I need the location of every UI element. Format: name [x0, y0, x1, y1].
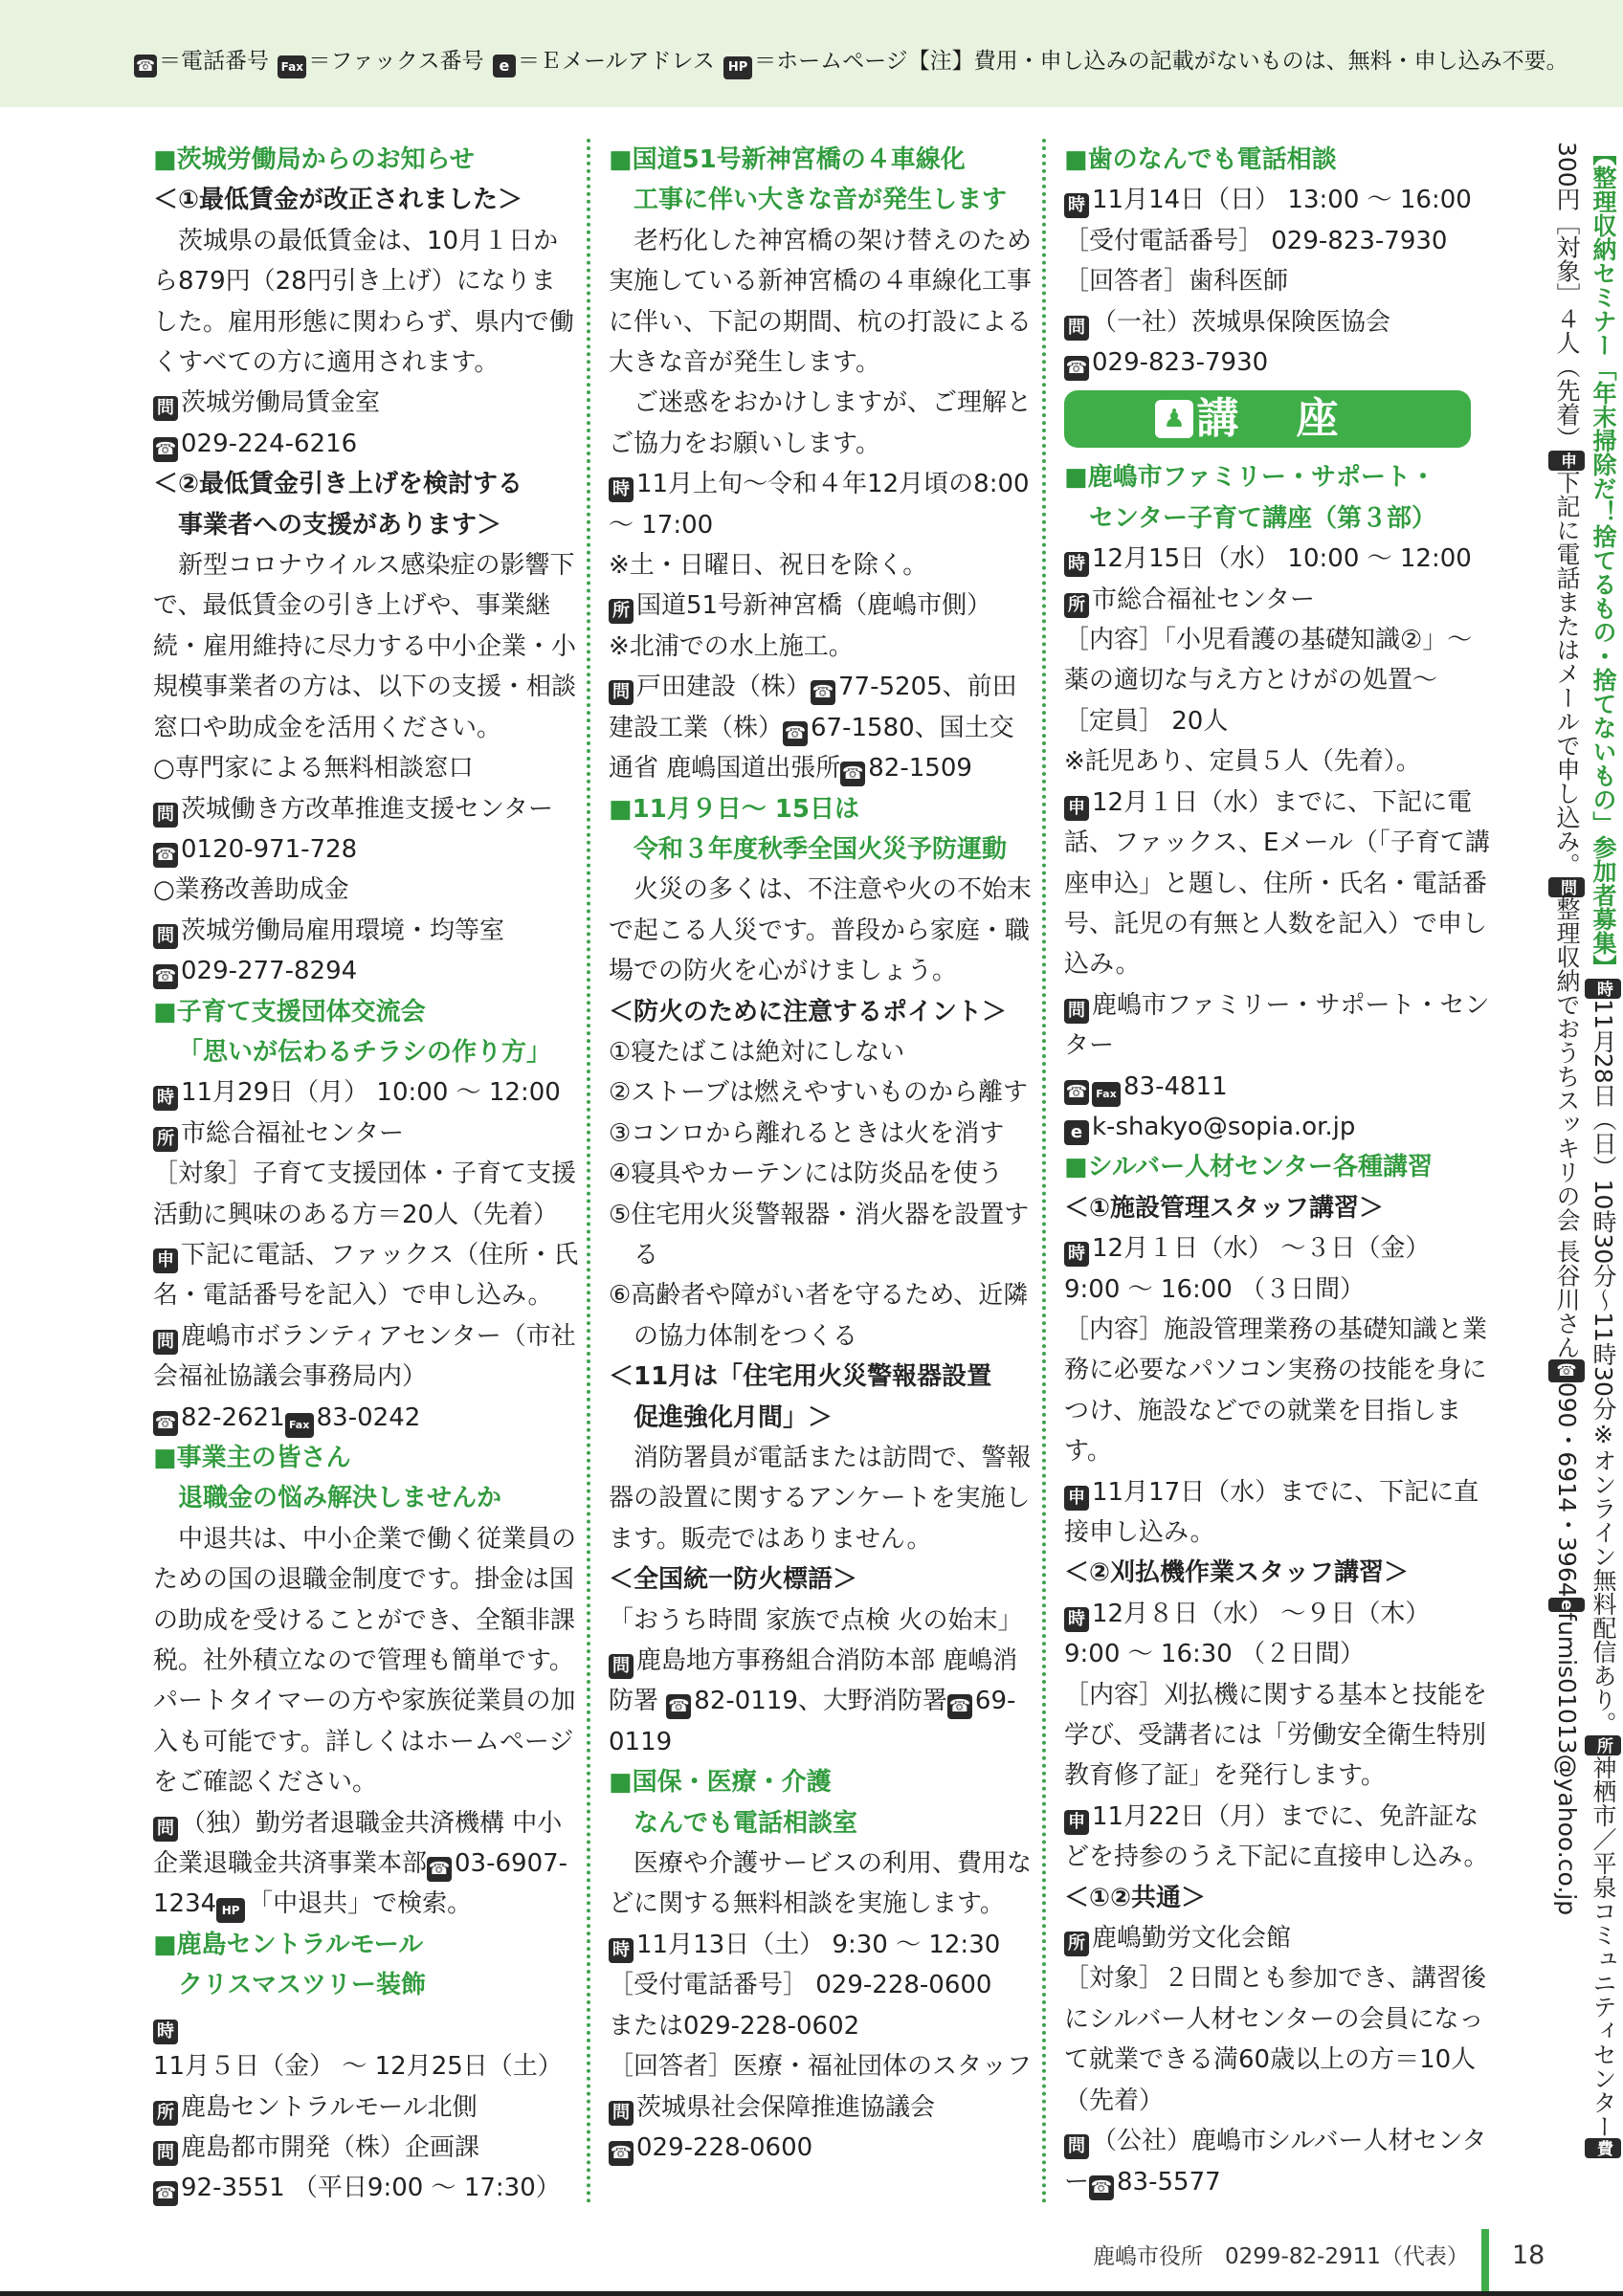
time-icon: 時: [153, 1086, 178, 1111]
phone-icon: ☎: [134, 55, 157, 77]
fax-icon: Fax: [278, 55, 306, 78]
mail-icon: e: [1064, 1120, 1089, 1145]
vertical-phone: 090・6914・3964: [1553, 1381, 1581, 1598]
apply-icon: 申: [1064, 1810, 1089, 1835]
legend-hp: ＝ホームページ: [754, 49, 908, 74]
phone-icon: ☎: [666, 1694, 691, 1719]
homepage-icon: HP: [723, 56, 752, 79]
body-text: 茨城県の最低賃金は、10月１日から879円（28円引き上げ）になりました。雇用形態に関わらず、県内で働くすべての方に適用されます。: [153, 226, 574, 378]
phone-line: ☎ 82-2621 Fax 83-0242: [153, 1398, 579, 1438]
apply-icon: 申: [1548, 451, 1585, 471]
time-icon: 時: [153, 2020, 178, 2044]
subheading: ＜防火のために注意するポイント＞: [609, 997, 1008, 1027]
body-text: 医療や介護サービスの利用、費用などに関する無料相談を実施します。: [609, 1849, 1033, 1919]
section-title: ■シルバー人材センター各種講習: [1064, 1153, 1434, 1182]
place-line: 所 市総合福祉センター: [1064, 580, 1490, 620]
phone-info: ［受付電話番号］ 029-228-0600: [609, 1971, 992, 2000]
contact-line: 問 茨城労働局賃金室: [153, 383, 579, 423]
phone-icon: ☎: [840, 762, 865, 786]
time-line: 時 12月１日（水） ～３日（金） 9:00 ～ 16:00 （３日間）: [1064, 1234, 1431, 1304]
target-line: ［対象］２日間とも参加でき、講習後にシルバー人材センターの会員になって就業できる満60歳以上の方＝10人（先着）: [1064, 1964, 1486, 2115]
footer-office: 鹿嶋市役所 0299-82-2911（代表）: [1093, 2244, 1469, 2269]
contact-line: 問 （独）勤労者退職金共済機構 中小企業退職金共済事業本部☎ 03-6907-1234 HP 「中退共」で検索。: [153, 1803, 579, 1925]
content-line: ［内容］刈払機に関する基本と技能を学び、受講者には「労働安全衛生特別教育修了証」を発行します。: [1064, 1680, 1488, 1791]
body-text: 新型コロナウイルス感染症の影響下で、最低賃金の引き上げや、事業継続・雇用維持に尽力する中小企業・小規模事業者の方は、以下の支援・相談窓口や助成金を活用ください。: [153, 551, 577, 742]
phone-icon: ☎: [153, 437, 178, 462]
apply-line: 申 11月22日（月）までに、免許証などを持参のうえ下記に直接申し込み。: [1064, 1801, 1489, 1872]
vertical-apply: 下記に電話またはメールで申し込み。: [1553, 470, 1581, 877]
time-line: 時 11月上旬～令和４年12月頃の8:00 ～ 17:00: [609, 470, 1030, 540]
legend-note: 【注】費用・申し込みの記載がないものは、無料・申し込み不要。: [907, 49, 1568, 74]
subheading: ＜②最低賃金引き上げを検討する: [153, 470, 523, 499]
section-title: 退職金の悩み解決しませんか: [178, 1484, 502, 1513]
phone-icon: ☎: [153, 2181, 178, 2206]
list-item: ③コンロから離れるときは火を消す: [609, 1118, 1005, 1148]
footer-rule: [0, 2291, 1623, 2296]
body-text: 消防署員が電話または訪問で、警報器の設置に関するアンケートを実施します。販売ではありません。: [609, 1444, 1032, 1554]
inquiry-icon: 問: [1548, 877, 1585, 897]
subheading: ＜11月は「住宅用火災警報器設置: [609, 1362, 992, 1392]
inquiry-icon: 問: [153, 1817, 178, 1842]
phone-icon: ☎: [947, 1694, 972, 1719]
contact-line: 問 （公社）鹿嶋市シルバー人材センター☎ 83-5577: [1064, 2121, 1490, 2202]
subheading: 促進強化月間」＞: [634, 1402, 834, 1432]
subheading: ＜①②共通＞: [1064, 1883, 1207, 1912]
subheading: ＜全国統一防火標語＞: [609, 1565, 858, 1595]
inquiry-icon: 問: [609, 680, 634, 705]
place-line: 所 鹿島セントラルモール北側: [153, 2087, 579, 2128]
list-item: ○業務改善助成金: [153, 875, 349, 905]
legend: [132, 46, 1568, 79]
place-line: 所 市総合福祉センター: [153, 1114, 579, 1154]
subheading: 事業者への支援があります＞: [178, 510, 502, 540]
phone-info: または029-228-0602: [609, 2011, 860, 2041]
phone-line: ☎ 029-823-7930: [1064, 342, 1490, 383]
fee-icon: 費: [1585, 2138, 1621, 2158]
phone-icon: ☎: [811, 680, 835, 705]
column-divider: [1042, 139, 1046, 2205]
time-icon: 時: [1585, 979, 1621, 999]
contact-line: 問 鹿嶋市ボランティアセンター（市社会福祉協議会事務局内）: [153, 1321, 576, 1392]
section-title: ■国道51号新神宮橋の４車線化: [609, 145, 966, 174]
phone-icon: ☎: [783, 721, 808, 746]
phone-line: ☎ 0120-971-728: [153, 829, 579, 870]
time-line: 時 11月14日（日） 13:00 ～ 16:00: [1064, 180, 1490, 220]
section-title: ■歯のなんでも電話相談: [1064, 145, 1337, 174]
phone-icon: ☎: [153, 1411, 178, 1436]
slogan: 「おうち時間 家族で点検 火の始末」: [609, 1605, 1023, 1635]
section-title: ■子育て支援団体交流会: [153, 997, 426, 1027]
time-icon: 時: [609, 1938, 634, 1963]
note-line: ※託児あり、定員５人（先着）。: [1064, 747, 1421, 777]
time-icon: 時: [1064, 1607, 1089, 1632]
mail-icon: e: [1548, 1598, 1585, 1613]
vertical-mail: fumis01013@yahoo.co.jp: [1553, 1612, 1581, 1916]
vertical-notice: [1506, 142, 1621, 2160]
contact-line: 問 戸田建設（株）☎ 77-5205、前田建設工業（株）☎ 67-1580、国土交通省 鹿嶋国道出張所☎ 82-1509: [609, 667, 1034, 788]
place-icon: 所: [1064, 593, 1089, 618]
contact-line: 問 鹿島都市開発（株）企画課: [153, 2128, 579, 2168]
phone-info: ［受付電話番号］ 029-823-7930: [1064, 226, 1448, 255]
section-title: 令和３年度秋季全国火災予防運動: [634, 834, 1008, 864]
apply-line: 申 11月17日（水）までに、下記に直接申し込み。: [1064, 1477, 1479, 1547]
answer-line: ［回答者］歯科医師: [1064, 267, 1289, 297]
fax-icon: Fax: [285, 1413, 314, 1438]
apply-line: 申 下記に電話、ファックス（住所・氏名・電話番号を記入）で申し込み。: [153, 1240, 579, 1311]
banner-label: 講座: [1196, 394, 1396, 444]
vertical-contact: 整理収納でおうちスッキリの会 長谷川さん: [1553, 896, 1581, 1359]
place-icon: 所: [153, 1127, 178, 1152]
list-item: ⑤住宅用火災警報器・消火器を設置する: [609, 1200, 1030, 1269]
section-title: なんでも電話相談室: [634, 1808, 858, 1838]
inquiry-icon: 問: [1064, 316, 1089, 341]
vertical-time: 11月28日（日）10時30分～11時30分※オンライン無料配信あり。: [1590, 999, 1617, 1735]
place-icon: 所: [609, 599, 634, 624]
vertical-title: 【整理収納セミナー「年末掃除だ！捨てるもの・捨てないもの」参加者募集】: [1590, 142, 1617, 979]
vertical-place: 神栖市／平泉コミュニティセンター: [1590, 1755, 1617, 2138]
column-divider: [587, 139, 590, 2205]
phone-icon: ☎: [1089, 2175, 1114, 2200]
apply-icon: 申: [1064, 796, 1089, 821]
homepage-icon: HP: [216, 1898, 245, 1923]
inquiry-icon: 問: [153, 924, 178, 949]
list-item: ①寝たばこは絶対にしない: [609, 1037, 905, 1067]
footer-accent-bar: [1481, 2229, 1489, 2291]
contact-line: 問 茨城県社会保障推進協議会: [609, 2087, 1034, 2128]
apply-icon: 申: [153, 1248, 178, 1273]
phone-line: ☎ 92-3551 （平日9:00 ～ 17:30）: [153, 2168, 579, 2208]
inquiry-icon: 問: [609, 1654, 634, 1679]
legend-mail: ＝Ｅメールアドレス: [517, 49, 715, 74]
stamp-icon: ♟: [1155, 400, 1193, 438]
inquiry-icon: 問: [153, 2141, 178, 2166]
column-1: [153, 140, 579, 2209]
note-line: ※北浦での水上施工。: [609, 631, 854, 661]
section-title: ■事業主の皆さん: [153, 1444, 351, 1472]
list-item: ④寝具やカーテンには防炎品を使う: [609, 1159, 1004, 1189]
column-3: [1064, 140, 1490, 2202]
capacity-line: ［定員］ 20人: [1064, 706, 1229, 736]
legend-bar: [0, 0, 1623, 107]
page-number: 18: [1512, 2241, 1545, 2270]
section-title: 「思いが伝わるチラシの作り方」: [178, 1037, 552, 1067]
phone-icon: ☎: [153, 843, 178, 868]
contact-line: 問 （一社）茨城県保険医協会: [1064, 302, 1490, 342]
answer-line: ［回答者］医療・福祉団体のスタッフ: [609, 2052, 1033, 2082]
phone-icon: ☎: [153, 964, 178, 989]
subheading: ＜①施設管理スタッフ講習＞: [1064, 1193, 1385, 1223]
time-icon: 時: [1064, 552, 1089, 577]
contact-line: 問 茨城労働局雇用環境・均等室: [153, 911, 579, 951]
time-icon: 時: [1064, 1242, 1089, 1267]
place-line: 所 国道51号新神宮橋（鹿嶋市側）: [609, 585, 1034, 626]
phone-icon: ☎: [427, 1857, 452, 1882]
time-line: 時 12月15日（水） 10:00 ～ 12:00: [1064, 539, 1490, 579]
contact-line: 問 鹿嶋市ファミリー・サポート・センター: [1064, 990, 1490, 1061]
contact-line: 問 茨城働き方改革推進支援センター: [153, 789, 579, 829]
mail-line: e k-shakyo@sopia.or.jp: [1064, 1107, 1490, 1147]
section-title: ■鹿島セントラルモール: [153, 1930, 424, 1959]
list-item: ○専門家による無料相談窓口: [153, 754, 474, 784]
section-title: クリスマスツリー装飾: [178, 1971, 426, 2000]
body-text: 老朽化した神宮橋の架け替えのため実施している新神宮橋の４車線化工事に伴い、下記の期間、杭の打設による大きな音が発生します。: [609, 226, 1033, 378]
phone-icon: ☎: [1064, 356, 1089, 381]
place-icon: 所: [1064, 1932, 1089, 1956]
inquiry-icon: 問: [609, 2101, 634, 2126]
phone-line: ☎ 029-224-6216: [153, 424, 579, 464]
time-line: 時 11月29日（月） 10:00 ～ 12:00: [153, 1072, 579, 1113]
content-line: ［内容］施設管理業務の基礎知識と業務に必要なパソコン実務の技能を身につけ、施設などでの就業を目指します。: [1064, 1314, 1488, 1467]
legend-tel: ＝電話番号: [159, 49, 269, 74]
inquiry-icon: 問: [1064, 2134, 1089, 2159]
section-title: ■茨城労働局からのお知らせ: [153, 145, 475, 174]
time-icon: 時: [609, 477, 634, 502]
section-title: ■国保・医療・介護: [609, 1768, 832, 1798]
vertical-target: ［対象］４人（先着）: [1553, 210, 1581, 451]
contact-line: 問 鹿島地方事務組合消防本部 鹿嶋消防署 ☎ 82-0119、大野消防署☎ 69-0119: [609, 1646, 1018, 1756]
phone-icon: ☎: [1064, 1080, 1089, 1105]
time-icon: 時: [1064, 193, 1089, 218]
inquiry-icon: 問: [153, 1330, 178, 1355]
section-title: センター子育て講座（第３部）: [1089, 503, 1436, 533]
target-line: ［対象］子育て支援団体・子育て支援活動に興味のある方＝20人（先着）: [153, 1159, 577, 1229]
list-item: ②ストーブは燃えやすいものから離す: [609, 1078, 1029, 1108]
vertical-fee: 300円: [1553, 142, 1581, 211]
kouza-banner: [1064, 390, 1471, 448]
place-line: 所 鹿嶋勤労文化会館: [1064, 1918, 1490, 1958]
section-title: ■11月９日～ 15日は: [609, 794, 859, 824]
mail-icon: e: [493, 55, 516, 77]
phone-icon: ☎: [609, 2141, 634, 2166]
body-text: ご迷惑をおかけしますが、ご理解とご協力をお願いします。: [609, 388, 1033, 458]
phone-fax-line: ☎ Fax 83-4811: [1064, 1067, 1490, 1107]
inquiry-icon: 問: [153, 396, 178, 421]
time-line: 時 12月８日（水） ～９日（木） 9:00 ～ 16:30 （２日間）: [1064, 1599, 1431, 1669]
legend-fax: ＝ファックス番号: [308, 49, 484, 74]
body-text: 火災の多くは、不注意や火の不始末で起こる人災です。普段から家庭・職場での防火を心がけましょう。: [609, 875, 1033, 986]
column-2: [609, 140, 1034, 2168]
apply-line: 申 12月１日（水）までに、下記に電話、ファックス、Eメール（「子育て講座申込」と題し、住所・氏名・電話番号、託児の有無と人数を記入）で申し込み。: [1064, 787, 1490, 980]
inquiry-icon: 問: [153, 803, 178, 828]
section-title: ■鹿嶋市ファミリー・サポート・: [1064, 463, 1436, 493]
place-icon: 所: [153, 2101, 178, 2126]
apply-icon: 申: [1064, 1486, 1089, 1511]
subheading: ＜①最低賃金が改正されました＞: [153, 186, 523, 215]
place-icon: 所: [1585, 1735, 1621, 1755]
phone-icon: ☎: [1548, 1359, 1585, 1382]
inquiry-icon: 問: [1064, 999, 1089, 1024]
subheading: ＜②刈払機作業スタッフ講習＞: [1064, 1558, 1410, 1588]
phone-line: ☎ 029-277-8294: [153, 951, 579, 991]
content-line: ［内容］「小児看護の基礎知識②」～薬の適切な与え方とけがの処置～: [1064, 626, 1473, 695]
phone-line: ☎ 029-228-0600: [609, 2128, 1034, 2168]
list-item: ⑥高齢者や障がい者を守るため、近隣の協力体制をつくる: [609, 1281, 1029, 1351]
fax-icon: Fax: [1092, 1082, 1121, 1107]
time-line: 時 11月13日（土） 9:30 ～ 12:30: [609, 1925, 1034, 1965]
time-line: 時11月５日（金） ～ 12月25日（土）: [153, 2020, 563, 2082]
body-text: 中退共は、中小企業で働く従業員のための国の退職金制度です。掛金は国の助成を受けることができ、全額非課税。社外積立なので管理も簡単です。パートタイマーの方や家族従業員の加入も可能です。詳しくはホームページをご確認ください。: [153, 1524, 577, 1798]
section-title: 工事に伴い大きな音が発生します: [634, 186, 1008, 215]
note-line: ※土・日曜日、祝日を除く。: [609, 551, 928, 581]
